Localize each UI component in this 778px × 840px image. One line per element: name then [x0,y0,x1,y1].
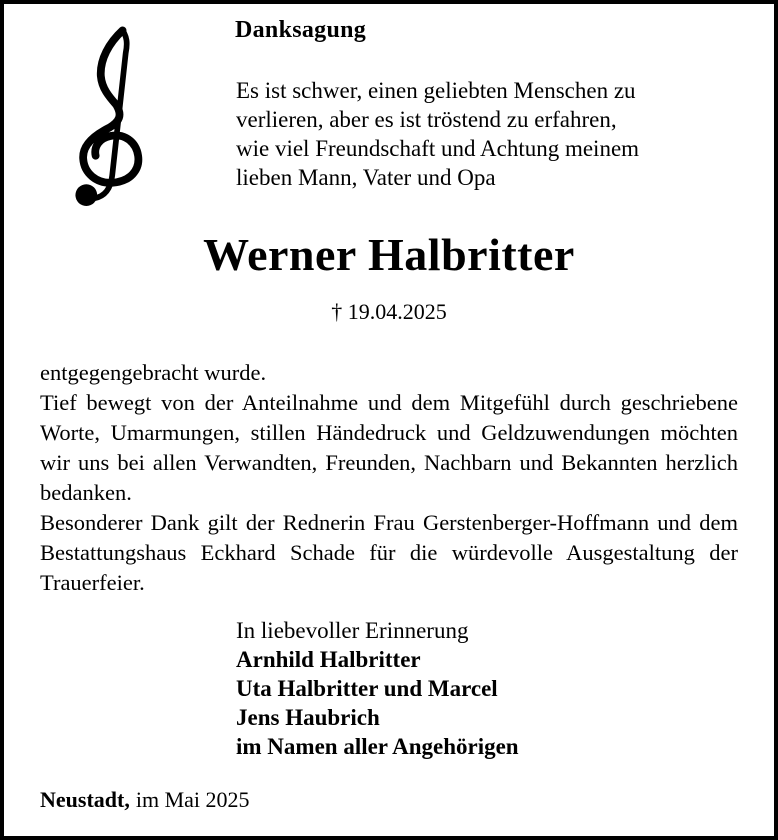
remembrance-line: In liebevoller Erinnerung [236,618,469,643]
mourner-name: Uta Halbritter und Marcel [236,676,498,701]
treble-clef-icon [56,20,156,220]
closing-block [236,616,519,761]
intro-paragraph [236,76,674,192]
body-paragraph: entgegengebracht wurde. [40,360,267,385]
intro-line: verlieren, aber es ist tröstend zu erfahren, [236,107,617,132]
body-paragraph: Besonderer Dank gilt der Rednerin Frau Gerstenberger-Hoffmann und dem Bestattungshaus Eckhard Schade für die würdevolle Ausgestaltung der Trauerfeier. [40,510,738,595]
death-date: † 19.04.2025 [331,299,447,324]
intro-line: wie viel Freundschaft und Achtung meinem [236,136,640,161]
notice-heading: Danksagung [235,17,367,43]
deceased-name: Werner Halbritter [203,229,575,280]
body-paragraph: Tief bewegt von der Anteilnahme und dem Mitgefühl durch geschriebene Worte, Umarmungen, stillen Händedruck und Geldzuwendungen möchten wir uns bei allen Verwandten, Freunden, Nachbarn und Bekannten herzlich bedanken. [40,390,738,505]
body-text [40,358,738,598]
mourner-line: im Namen aller Angehörigen [236,734,519,759]
intro-line: lieben Mann, Vater und Opa [236,165,496,190]
footer-date: im Mai 2025 [135,787,250,812]
footer-place: Neustadt, [40,787,130,812]
mourner-name: Arnhild Halbritter [236,647,421,672]
mourner-name: Jens Haubrich [236,705,380,730]
footer-line [40,786,250,814]
intro-line: Es ist schwer, einen geliebten Menschen zu [236,78,636,103]
